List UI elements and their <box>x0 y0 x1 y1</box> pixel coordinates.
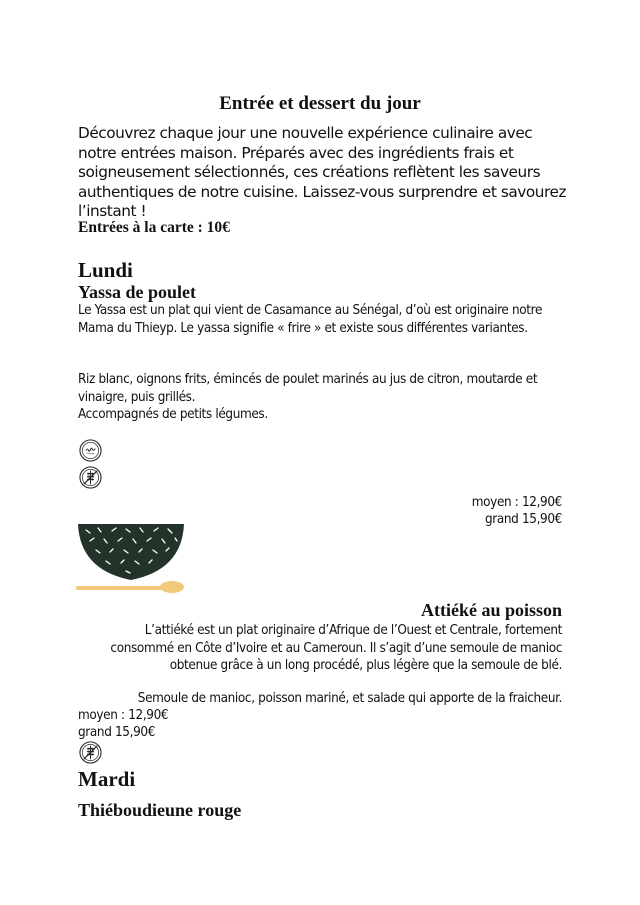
rice-bowl-icon <box>76 522 186 598</box>
attieke-price-grand: grand 15,90€ <box>78 725 156 740</box>
yassa-price-grand: grand 15,90€ <box>484 512 562 527</box>
gluten-free-badge-icon <box>79 741 102 764</box>
attieke-description: L’attiéké est un plat originaire d’Afrique de l’Ouest et Centrale, fortement consommé en Côte d’Ivoire et au Cameroun. Il s’agit d’une semoule de manioc obtenue grâce à un long procédé, plus légère que la semoule de blé. <box>110 623 562 673</box>
attieke-price-moyen: moyen : 12,90€ <box>78 708 169 723</box>
intro-paragraph: Découvrez chaque jour une nouvelle expérience culinaire avec notre entrées maison. Préparés avec des ingrédients frais et soigneusement sélectionnés, ces créations reflètent les saveurs authentiques de notre cuisine. Laissez-vous surprendre et savourez l’instant ! <box>78 124 567 220</box>
dish-title-attieke: Attiéké au poisson <box>420 600 562 620</box>
dish-title-yassa: Yassa de poulet <box>78 282 197 302</box>
day-heading-mardi: Mardi <box>78 767 136 791</box>
halal-badge-icon <box>79 439 102 462</box>
day-heading-lundi: Lundi <box>78 258 133 282</box>
dish-title-thieboudieune: Thiéboudieune rouge <box>78 800 242 820</box>
gluten-free-badge-icon <box>79 466 102 489</box>
yassa-accompaniment: Accompagnés de petits légumes. <box>78 407 268 422</box>
entrees-price: Entrées à la carte : 10€ <box>78 219 230 236</box>
yassa-price-moyen: moyen : 12,90€ <box>471 495 562 510</box>
page-title: Entrée et dessert du jour <box>219 93 421 114</box>
attieke-ingredients: Semoule de manioc, poisson mariné, et salade qui apporte de la fraicheur. <box>137 691 562 706</box>
yassa-description: Le Yassa est un plat qui vient de Casamance au Sénégal, d’où est originaire notre Mama du Thieyp. Le yassa signifie « frire » et existe sous différentes variantes. <box>78 303 543 336</box>
yassa-ingredients: Riz blanc, oignons frits, émincés de poulet marinés au jus de citron, moutarde et vinaigre, puis grillés. <box>78 372 538 405</box>
